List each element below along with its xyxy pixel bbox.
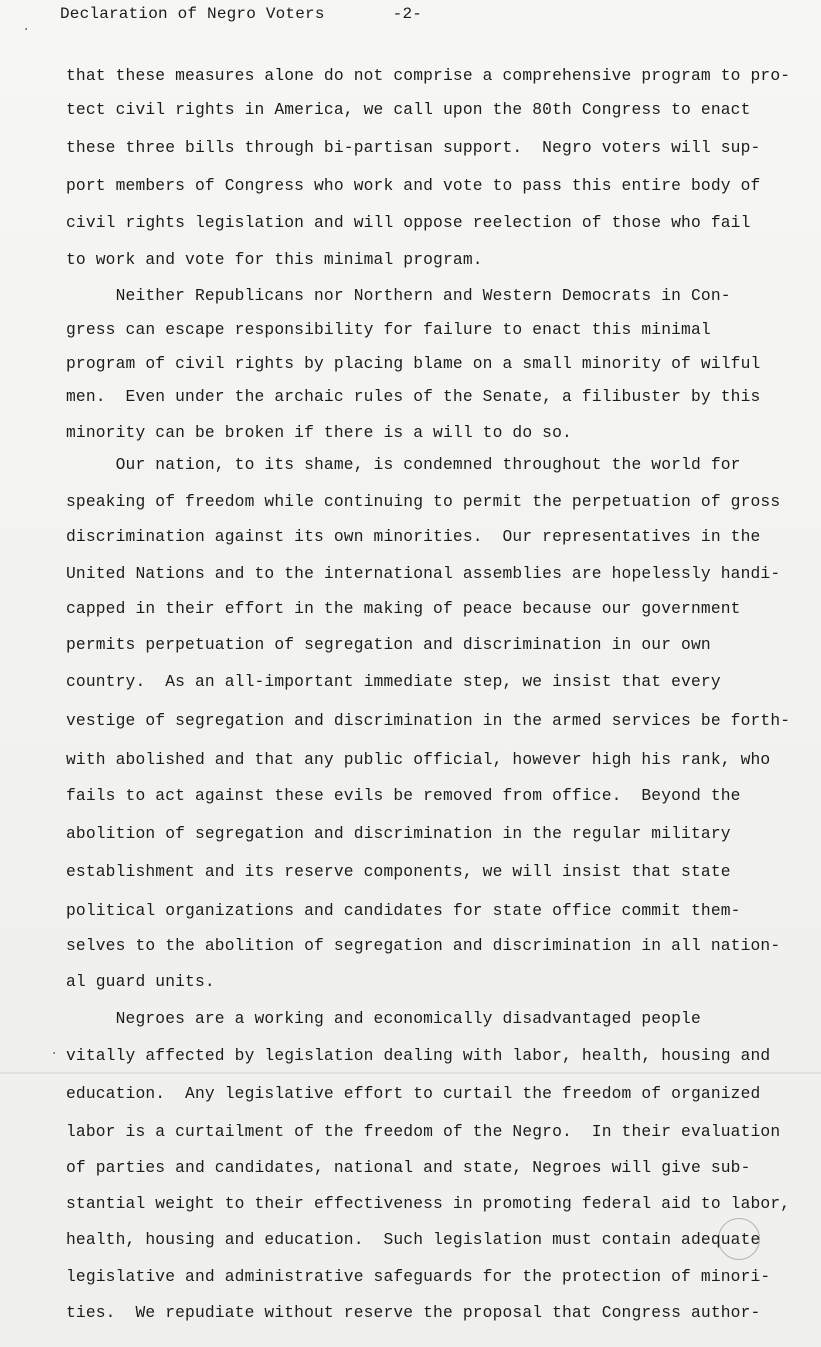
text-line: United Nations and to the international assemblies are hopelessly handi-	[66, 564, 781, 583]
text-line: legislative and administrative safeguards for the protection of minori-	[66, 1267, 771, 1286]
text-line: ties. We repudiate without reserve the proposal that Congress author-	[66, 1303, 761, 1322]
archive-stamp	[718, 1218, 760, 1260]
text-line: stantial weight to their effectiveness in promoting federal aid to labor,	[66, 1194, 791, 1213]
text-line: vestige of segregation and discrimination in the armed services be forth-	[66, 711, 791, 730]
document-title: Declaration of Negro Voters	[60, 5, 325, 23]
text-line: selves to the abolition of segregation and discrimination in all nation-	[66, 936, 781, 955]
text-line: tect civil rights in America, we call upon the 80th Congress to enact	[66, 100, 751, 119]
text-line: Negroes are a working and economically disadvantaged people	[66, 1009, 701, 1028]
text-line: minority can be broken if there is a will to do so.	[66, 423, 572, 442]
text-line: civil rights legislation and will oppose reelection of those who fail	[66, 213, 751, 232]
text-line: permits perpetuation of segregation and discrimination in our own	[66, 635, 711, 654]
text-line: abolition of segregation and discrimination in the regular military	[66, 824, 731, 843]
text-line: men. Even under the archaic rules of the Senate, a filibuster by this	[66, 387, 761, 406]
text-line: gress can escape responsibility for failure to enact this minimal	[66, 320, 711, 339]
text-line: Neither Republicans nor Northern and Western Democrats in Con-	[66, 286, 731, 305]
text-line: country. As an all-important immediate step, we insist that every	[66, 672, 721, 691]
text-line: program of civil rights by placing blame on a small minority of wilful	[66, 354, 761, 373]
text-line: speaking of freedom while continuing to permit the perpetuation of gross	[66, 492, 781, 511]
text-line: political organizations and candidates for state office commit them-	[66, 901, 741, 920]
text-line: fails to act against these evils be removed from office. Beyond the	[66, 786, 741, 805]
text-line: health, housing and education. Such legislation must contain adequate	[66, 1230, 761, 1249]
text-line: these three bills through bi-partisan support. Negro voters will sup-	[66, 138, 761, 157]
text-line: port members of Congress who work and vote to pass this entire body of	[66, 176, 761, 195]
text-line: education. Any legislative effort to curtail the freedom of organized	[66, 1084, 761, 1103]
margin-mark: ·	[22, 22, 31, 38]
text-line: Our nation, to its shame, is condemned throughout the world for	[66, 455, 741, 474]
text-line: labor is a curtailment of the freedom of the Negro. In their evaluation	[66, 1122, 781, 1141]
text-line: to work and vote for this minimal program.	[66, 250, 483, 269]
text-line: al guard units.	[66, 972, 215, 991]
text-line: discrimination against its own minorities. Our representatives in the	[66, 527, 761, 546]
text-line: of parties and candidates, national and state, Negroes will give sub-	[66, 1158, 751, 1177]
text-line: establishment and its reserve components, we will insist that state	[66, 862, 731, 881]
margin-mark: ·	[50, 1046, 59, 1062]
page-number: -2-	[392, 5, 423, 23]
page-fold-line	[0, 1072, 821, 1074]
text-line: with abolished and that any public official, however high his rank, who	[66, 750, 771, 769]
text-line: vitally affected by legislation dealing with labor, health, housing and	[66, 1046, 771, 1065]
text-line: capped in their effort in the making of peace because our government	[66, 599, 741, 618]
text-line: that these measures alone do not comprise a comprehensive program to pro-	[66, 66, 791, 85]
page-header	[60, 4, 422, 24]
